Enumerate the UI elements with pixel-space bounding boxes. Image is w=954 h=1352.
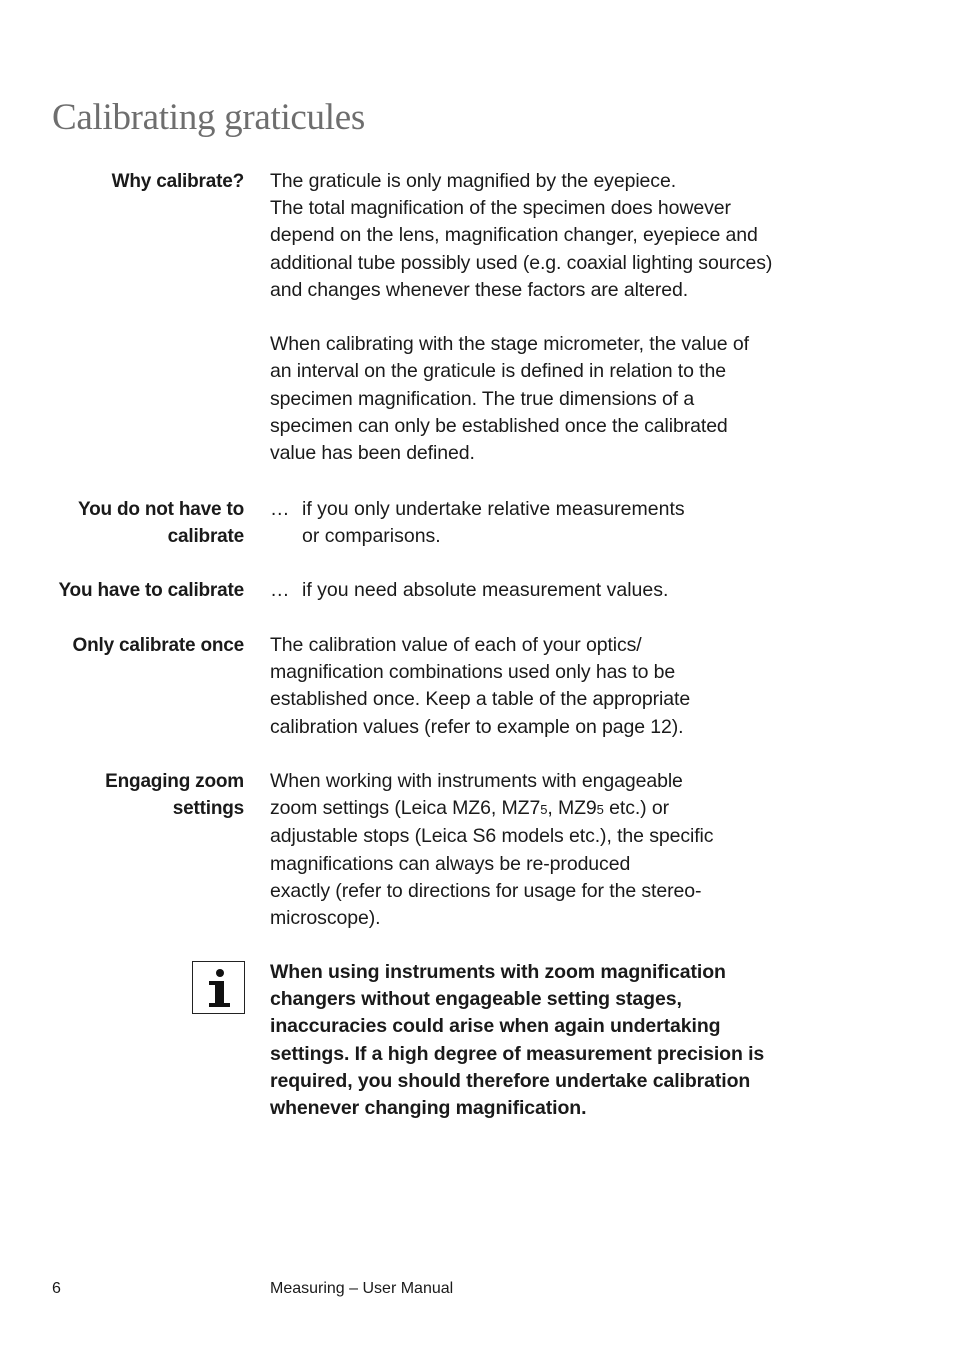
section-body: if you only undertake relative measurements or comparisons. (302, 498, 685, 548)
section-label: Only calibrate once (72, 635, 244, 656)
paragraph: When calibrating with the stage micrometer, the value of an interval on the graticule is defined in relation to the specimen magnification. The true dimensions of a specimen can only be established once the calibrated value has been defined. (270, 333, 749, 465)
zoom-line-2 (270, 795, 830, 823)
subscript: 5 (540, 802, 548, 818)
footer-title: Measuring – User Manual (270, 1280, 454, 1297)
ellipsis: … (270, 498, 290, 520)
zoom-line-1: When working with instruments with engageable (270, 770, 683, 792)
paragraph: adjustable stops (Leica S6 models etc.), the specific magnifications can always be re-produced exactly (refer to directions for usage for the stereo- microscope). (270, 825, 714, 930)
section-label: Engaging zoom settings (105, 771, 244, 820)
section-body (270, 632, 830, 741)
section-body (270, 768, 830, 932)
section-body (270, 168, 830, 467)
ellipsis: … (270, 579, 290, 601)
text-fragment: , MZ9 (547, 797, 597, 820)
section-label: Why calibrate? (111, 171, 244, 192)
section-label: You do not have to calibrate (78, 499, 244, 548)
note-text (270, 959, 830, 1122)
paragraph: When using instruments with zoom magnification changers without engageable setting stages, inaccuracies could arise when again undertaking settings. If a high degree of measurement precision is required, you should therefore undertake calibration whenever changing magnification. (270, 961, 765, 1120)
subscript: 5 (596, 802, 604, 818)
paragraph: The calibration value of each of your optics/ magnification combinations used only has to be established once. Keep a table of the appropriate calibration values (refer to example on page 12). (270, 634, 691, 738)
text-fragment: etc.) or (603, 797, 670, 820)
section-body: if you need absolute measurement values. (302, 579, 669, 601)
info-icon (192, 961, 245, 1014)
paragraph: The graticule is only magnified by the eyepiece. The total magnification of the specimen does however depend on the lens, magnification changer, eyepiece and additional tube possibly used (e.g. coaxial lighting sources) and changes whenever these factors are altered. (270, 170, 773, 301)
section-label: You have to calibrate (58, 580, 244, 601)
text-fragment: zoom settings (Leica MZ6, MZ7 (270, 797, 541, 820)
page-number: 6 (52, 1280, 61, 1297)
info-icon-graphic (193, 962, 244, 1013)
page-title: Calibrating graticules (52, 97, 365, 138)
